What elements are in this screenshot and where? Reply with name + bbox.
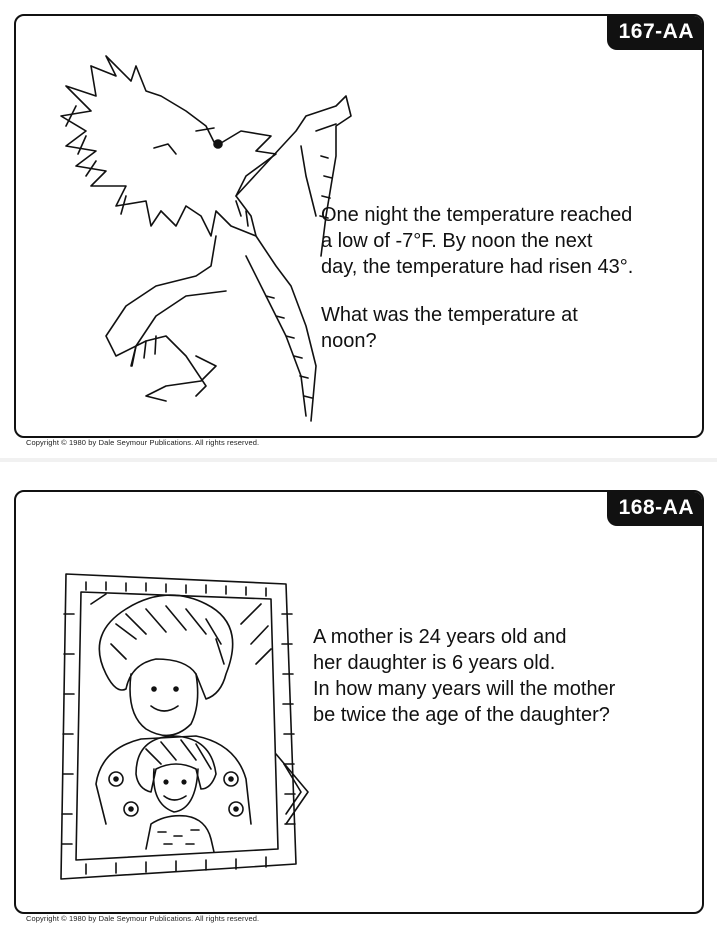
problem-line: One night the temperature reached: [321, 204, 633, 226]
card-number-badge: 167-AA: [607, 14, 704, 50]
problem-line: a low of -7°F. By noon the next: [321, 230, 593, 252]
problem-line: day, the temperature had risen 43°.: [321, 256, 634, 278]
copyright-notice: Copyright © 1980 by Dale Seymour Publications. All rights reserved.: [26, 914, 260, 923]
problem-line: In how many years will the mother: [313, 678, 616, 700]
problem-card-168: [14, 490, 704, 914]
problem-text: [321, 202, 696, 354]
problem-line: her daughter is 6 years old.: [313, 652, 556, 674]
card-number-badge: 168-AA: [607, 490, 704, 526]
framed-portrait-icon: [46, 564, 326, 894]
copyright-notice: Copyright © 1980 by Dale Seymour Publications. All rights reserved.: [26, 438, 260, 447]
problem-card-167: [14, 14, 704, 438]
question-line: What was the temperature at: [321, 304, 578, 326]
question-line: noon?: [321, 330, 377, 352]
frost-monster-icon: [36, 36, 336, 436]
problem-line: A mother is 24 years old and: [313, 626, 567, 648]
problem-text: [313, 624, 693, 728]
problem-line: be twice the age of the daughter?: [313, 704, 610, 726]
